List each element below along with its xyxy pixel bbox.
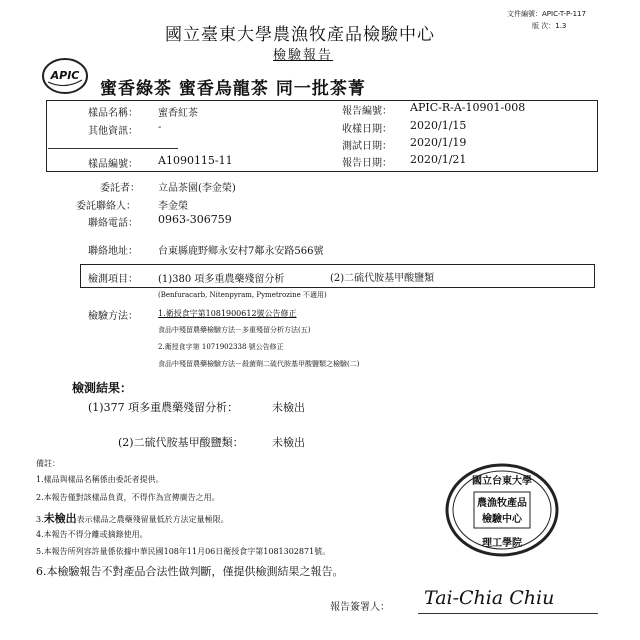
note-3: 3.未檢出表示樣品之農藥殘留量低於方法定量極限。 <box>36 512 229 525</box>
note-2: 2.本報告僅對該樣品負責，不得作為宣傳廣告之用。 <box>36 493 220 502</box>
note-5: 5.本報告所列容許量係依據中華民國108年11月06日衛授食字第1081302871號。 <box>36 547 331 556</box>
seal-line-1: 農漁牧產品 <box>477 498 527 509</box>
sample-name: 蜜香紅茶 <box>158 108 198 119</box>
report-date-label: 報告日期： <box>342 158 392 169</box>
client-label: 委託者： <box>100 183 140 194</box>
test-note: (Benfuracarb, Nitenpyram, Pymetrozine 不適用) <box>158 291 327 299</box>
sample-name-label: 樣品名稱： <box>88 108 138 119</box>
contact-label: 委託聯絡人： <box>76 201 136 212</box>
contact-name: 李金榮 <box>158 201 188 212</box>
report-no: APIC-R-A-10901-008 <box>410 101 526 114</box>
received-date-label: 收樣日期： <box>342 124 392 135</box>
signature: Tai-Chia Chiu <box>424 587 555 609</box>
other-info-label: 其他資訊： <box>88 126 138 137</box>
received-date: 2020/1/15 <box>410 119 467 132</box>
test-item-2: (2)二硫代胺基甲酸鹽類 <box>330 273 435 284</box>
result-2-value: 未檢出 <box>272 436 305 449</box>
result-1-value: 未檢出 <box>272 401 305 414</box>
test-items-label: 檢測項目： <box>88 274 138 285</box>
seal-line-2: 檢驗中心 <box>482 514 522 525</box>
phone: 0963-306759 <box>158 213 232 226</box>
test-date-label: 測試日期： <box>342 141 392 152</box>
sample-code: A1090115-11 <box>158 154 233 167</box>
seal-bottom: 理工學院 <box>482 538 522 549</box>
sample-code-label: 樣品編號： <box>88 159 138 170</box>
method-1-ref: 1.衛授食字第1081900612號公告修正 <box>158 309 297 318</box>
file-number: 文件編號：APIC-T-P-117 <box>507 10 586 18</box>
method-2-ref: 2.衛授食字第 1071902338 號公告修正 <box>158 343 284 351</box>
report-no-label: 報告編號： <box>342 106 392 117</box>
signature-label: 報告簽署人： <box>330 602 390 613</box>
result-1-name: (1)377 項多重農藥殘留分析： <box>88 401 239 414</box>
method-label: 檢驗方法： <box>88 311 138 322</box>
test-date: 2020/1/19 <box>410 136 467 149</box>
apic-logo <box>40 56 90 96</box>
note-1: 1.樣品與樣品名稱係由委託者提供。 <box>36 475 164 484</box>
results-label: 檢測結果： <box>72 381 133 395</box>
test-item-1: (1)380 項多重農藥殘留分析 <box>158 274 285 285</box>
phone-label: 聯絡電話： <box>88 218 138 229</box>
note-4: 4.本報告不得分離或摘錄使用。 <box>36 530 148 539</box>
product-title: 蜜香綠茶 蜜香烏龍茶 同一批茶菁 <box>100 79 366 99</box>
seal-top: 國立台東大學 <box>472 476 532 487</box>
address: 台東縣鹿野鄉永安村7鄰永安路566號 <box>158 246 324 257</box>
notes-label: 備註： <box>36 459 60 468</box>
note-6: 6.本檢驗報告不對產品合法性做判斷，僅提供檢測結果之報告。 <box>36 565 344 578</box>
official-seal <box>444 462 560 558</box>
address-label: 聯絡地址： <box>88 246 138 257</box>
method-1-name: 食品中殘留農藥檢驗方法－多重殘留分析方法(五) <box>158 326 311 334</box>
other-info: - <box>158 122 162 133</box>
client-name: 立品茶園(李金榮) <box>158 183 236 194</box>
version: 版 次：1.3 <box>532 22 567 30</box>
logo-text: APIC <box>50 69 80 82</box>
method-2-name: 食品中殘留農藥檢驗方法－殺菌劑二硫代胺基甲酸鹽類之檢驗(二) <box>158 360 360 368</box>
report-date: 2020/1/21 <box>410 153 467 166</box>
result-2-name: (2)二硫代胺基甲酸鹽類： <box>118 436 244 449</box>
org-name: 國立臺東大學農漁牧產品檢驗中心 <box>165 25 435 45</box>
report-title: 檢驗報告 <box>273 48 334 63</box>
